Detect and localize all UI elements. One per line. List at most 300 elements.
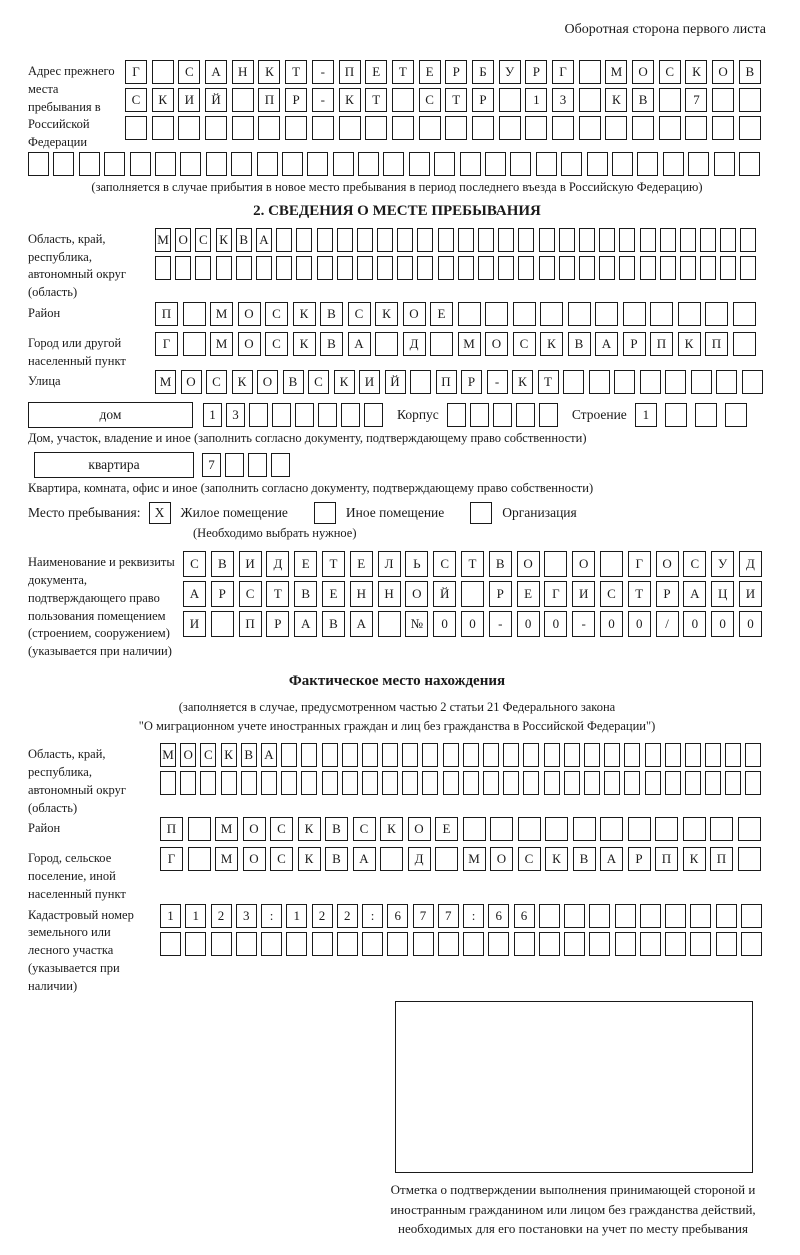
form-cell[interactable]	[615, 904, 636, 928]
form-cell[interactable]: С	[265, 302, 288, 326]
form-cell[interactable]	[659, 116, 681, 140]
form-cell[interactable]	[619, 256, 635, 280]
form-cell[interactable]	[539, 904, 560, 928]
form-cell[interactable]: 0	[600, 611, 623, 637]
form-cell[interactable]: О	[712, 60, 734, 84]
form-cell[interactable]	[430, 332, 453, 356]
form-cell[interactable]	[296, 228, 312, 252]
form-cell[interactable]	[619, 228, 635, 252]
form-cell[interactable]: 1	[286, 904, 307, 928]
form-cell[interactable]	[339, 116, 361, 140]
form-cell[interactable]: П	[239, 611, 262, 637]
form-cell[interactable]: В	[632, 88, 654, 112]
form-cell[interactable]: В	[322, 611, 345, 637]
form-cell[interactable]: 6	[488, 904, 509, 928]
form-cell[interactable]	[655, 817, 678, 841]
form-cell[interactable]: Д	[266, 551, 289, 577]
form-cell[interactable]: Г	[125, 60, 147, 84]
form-cell[interactable]: С	[518, 847, 541, 871]
form-cell[interactable]	[659, 88, 681, 112]
form-cell[interactable]: В	[325, 847, 348, 871]
form-cell[interactable]: В	[739, 60, 761, 84]
form-cell[interactable]	[382, 743, 398, 767]
form-cell[interactable]	[740, 256, 756, 280]
form-cell[interactable]	[685, 771, 701, 795]
form-cell[interactable]	[705, 302, 728, 326]
form-cell[interactable]	[317, 228, 333, 252]
form-cell[interactable]	[322, 771, 338, 795]
form-cell[interactable]: К	[293, 302, 316, 326]
form-cell[interactable]: К	[232, 370, 253, 394]
form-cell[interactable]	[650, 302, 673, 326]
form-cell[interactable]: С	[125, 88, 147, 112]
form-cell[interactable]: 3	[552, 88, 574, 112]
form-cell[interactable]: 0	[628, 611, 651, 637]
form-cell[interactable]: 7	[202, 453, 221, 477]
form-cell[interactable]: О	[175, 228, 191, 252]
form-cell[interactable]	[605, 116, 627, 140]
form-cell[interactable]	[483, 743, 499, 767]
form-cell[interactable]	[301, 743, 317, 767]
form-cell[interactable]: 1	[185, 904, 206, 928]
form-cell[interactable]	[680, 228, 696, 252]
form-cell[interactable]: Р	[656, 581, 679, 607]
form-cell[interactable]	[612, 152, 633, 176]
form-cell[interactable]	[665, 771, 681, 795]
form-cell[interactable]: Ь	[405, 551, 428, 577]
form-cell[interactable]	[563, 370, 584, 394]
form-cell[interactable]	[434, 152, 455, 176]
form-cell[interactable]: С	[200, 743, 216, 767]
form-cell[interactable]: Д	[739, 551, 762, 577]
form-cell[interactable]: С	[195, 228, 211, 252]
form-cell[interactable]: Л	[378, 551, 401, 577]
form-cell[interactable]: В	[489, 551, 512, 577]
form-cell[interactable]	[739, 152, 760, 176]
form-cell[interactable]: 2	[312, 904, 333, 928]
form-cell[interactable]	[518, 817, 541, 841]
form-cell[interactable]	[188, 817, 211, 841]
form-cell[interactable]: П	[655, 847, 678, 871]
form-cell[interactable]	[445, 116, 467, 140]
form-cell[interactable]	[559, 256, 575, 280]
form-cell[interactable]	[498, 256, 514, 280]
form-cell[interactable]: И	[178, 88, 200, 112]
form-cell[interactable]	[438, 256, 454, 280]
form-cell[interactable]	[337, 256, 353, 280]
form-cell[interactable]	[463, 817, 486, 841]
form-cell[interactable]: И	[359, 370, 380, 394]
form-cell[interactable]	[584, 771, 600, 795]
form-cell[interactable]: Р	[445, 60, 467, 84]
form-cell[interactable]: 0	[711, 611, 734, 637]
form-cell[interactable]	[104, 152, 125, 176]
form-cell[interactable]	[178, 116, 200, 140]
form-cell[interactable]: Г	[552, 60, 574, 84]
form-cell[interactable]: Е	[430, 302, 453, 326]
form-cell[interactable]	[725, 743, 741, 767]
form-cell[interactable]	[544, 743, 560, 767]
form-cell[interactable]: С	[270, 847, 293, 871]
form-cell[interactable]: В	[241, 743, 257, 767]
form-cell[interactable]	[312, 116, 334, 140]
form-cell[interactable]: Е	[435, 817, 458, 841]
form-cell[interactable]: Е	[350, 551, 373, 577]
form-cell[interactable]	[573, 817, 596, 841]
form-cell[interactable]	[152, 116, 174, 140]
form-cell[interactable]	[640, 370, 661, 394]
form-cell[interactable]: С	[183, 551, 206, 577]
form-cell[interactable]	[493, 403, 512, 427]
form-cell[interactable]	[623, 302, 646, 326]
form-cell[interactable]: 1	[160, 904, 181, 928]
form-cell[interactable]	[470, 403, 489, 427]
form-cell[interactable]: №	[405, 611, 428, 637]
form-cell[interactable]: Д	[408, 847, 431, 871]
form-cell[interactable]	[628, 817, 651, 841]
form-cell[interactable]	[604, 743, 620, 767]
form-cell[interactable]	[712, 88, 734, 112]
form-cell[interactable]: 0	[433, 611, 456, 637]
form-cell[interactable]: С	[206, 370, 227, 394]
form-cell[interactable]	[413, 932, 434, 956]
form-cell[interactable]: -	[312, 88, 334, 112]
form-cell[interactable]: А	[205, 60, 227, 84]
form-cell[interactable]	[690, 904, 711, 928]
form-cell[interactable]	[195, 256, 211, 280]
form-cell[interactable]	[380, 847, 403, 871]
form-cell[interactable]: О	[243, 847, 266, 871]
form-cell[interactable]	[318, 403, 337, 427]
form-cell[interactable]: Р	[623, 332, 646, 356]
form-cell[interactable]: 2	[211, 904, 232, 928]
form-cell[interactable]	[700, 228, 716, 252]
form-cell[interactable]	[624, 771, 640, 795]
form-cell[interactable]: Р	[285, 88, 307, 112]
form-cell[interactable]	[285, 116, 307, 140]
form-cell[interactable]	[180, 152, 201, 176]
form-cell[interactable]: О	[408, 817, 431, 841]
form-cell[interactable]	[417, 228, 433, 252]
form-cell[interactable]: О	[180, 743, 196, 767]
form-cell[interactable]	[488, 932, 509, 956]
form-cell[interactable]: А	[353, 847, 376, 871]
form-cell[interactable]	[125, 116, 147, 140]
form-cell[interactable]: И	[572, 581, 595, 607]
form-cell[interactable]	[579, 256, 595, 280]
form-cell[interactable]: М	[160, 743, 176, 767]
form-cell[interactable]	[271, 453, 290, 477]
form-cell[interactable]: 2	[337, 904, 358, 928]
form-cell[interactable]: Т	[322, 551, 345, 577]
form-cell[interactable]	[333, 152, 354, 176]
form-cell[interactable]: С	[419, 88, 441, 112]
form-cell[interactable]: М	[210, 302, 233, 326]
form-cell[interactable]: К	[512, 370, 533, 394]
form-cell[interactable]: 0	[544, 611, 567, 637]
form-cell[interactable]	[443, 771, 459, 795]
form-cell[interactable]	[458, 256, 474, 280]
form-cell[interactable]	[685, 743, 701, 767]
form-cell[interactable]: Г	[544, 581, 567, 607]
form-cell[interactable]	[640, 904, 661, 928]
form-cell[interactable]	[587, 152, 608, 176]
zhiloe-checkbox[interactable]: X	[149, 502, 171, 524]
form-cell[interactable]: К	[298, 817, 321, 841]
form-cell[interactable]	[341, 403, 360, 427]
form-cell[interactable]	[599, 256, 615, 280]
form-cell[interactable]	[422, 771, 438, 795]
form-cell[interactable]	[700, 256, 716, 280]
form-cell[interactable]: О	[403, 302, 426, 326]
form-cell[interactable]	[301, 771, 317, 795]
form-cell[interactable]: -	[572, 611, 595, 637]
form-cell[interactable]: -	[312, 60, 334, 84]
form-cell[interactable]: 7	[685, 88, 707, 112]
form-cell[interactable]	[276, 228, 292, 252]
form-cell[interactable]	[712, 116, 734, 140]
form-cell[interactable]: П	[339, 60, 361, 84]
form-cell[interactable]: А	[348, 332, 371, 356]
form-cell[interactable]	[225, 453, 244, 477]
form-cell[interactable]: В	[211, 551, 234, 577]
form-cell[interactable]	[665, 932, 686, 956]
form-cell[interactable]	[564, 904, 585, 928]
form-cell[interactable]: 6	[387, 904, 408, 928]
form-cell[interactable]: Е	[365, 60, 387, 84]
form-cell[interactable]: 3	[226, 403, 245, 427]
form-cell[interactable]	[503, 771, 519, 795]
form-cell[interactable]	[410, 370, 431, 394]
form-cell[interactable]	[564, 932, 585, 956]
form-cell[interactable]	[539, 932, 560, 956]
form-cell[interactable]	[281, 743, 297, 767]
form-cell[interactable]: К	[545, 847, 568, 871]
form-cell[interactable]: 7	[438, 904, 459, 928]
form-cell[interactable]	[600, 551, 623, 577]
form-cell[interactable]: Й	[433, 581, 456, 607]
org-checkbox[interactable]	[470, 502, 492, 524]
form-cell[interactable]	[660, 228, 676, 252]
form-cell[interactable]	[716, 904, 737, 928]
form-cell[interactable]: /	[656, 611, 679, 637]
form-cell[interactable]: Б	[472, 60, 494, 84]
form-cell[interactable]: К	[339, 88, 361, 112]
form-cell[interactable]	[362, 771, 378, 795]
form-cell[interactable]: 1	[203, 403, 222, 427]
form-cell[interactable]	[665, 370, 686, 394]
form-cell[interactable]: В	[294, 581, 317, 607]
form-cell[interactable]	[417, 256, 433, 280]
form-cell[interactable]	[720, 228, 736, 252]
form-cell[interactable]: О	[238, 332, 261, 356]
form-cell[interactable]	[342, 771, 358, 795]
form-cell[interactable]	[742, 370, 763, 394]
form-cell[interactable]	[536, 152, 557, 176]
form-cell[interactable]	[540, 302, 563, 326]
form-cell[interactable]	[460, 152, 481, 176]
form-cell[interactable]	[397, 256, 413, 280]
form-cell[interactable]	[604, 771, 620, 795]
form-cell[interactable]: :	[261, 904, 282, 928]
form-cell[interactable]: 1	[525, 88, 547, 112]
form-cell[interactable]: А	[256, 228, 272, 252]
form-cell[interactable]: М	[463, 847, 486, 871]
form-cell[interactable]: А	[600, 847, 623, 871]
form-cell[interactable]	[640, 228, 656, 252]
form-cell[interactable]: Т	[392, 60, 414, 84]
form-cell[interactable]	[490, 817, 513, 841]
form-cell[interactable]	[589, 932, 610, 956]
form-cell[interactable]	[714, 152, 735, 176]
form-cell[interactable]: О	[405, 581, 428, 607]
form-cell[interactable]	[377, 228, 393, 252]
form-cell[interactable]: Ц	[711, 581, 734, 607]
form-cell[interactable]: А	[595, 332, 618, 356]
form-cell[interactable]	[155, 152, 176, 176]
form-cell[interactable]	[397, 228, 413, 252]
form-cell[interactable]	[705, 743, 721, 767]
form-cell[interactable]	[409, 152, 430, 176]
form-cell[interactable]	[745, 743, 761, 767]
form-cell[interactable]: 6	[514, 904, 535, 928]
form-cell[interactable]	[705, 771, 721, 795]
form-cell[interactable]	[733, 332, 756, 356]
form-cell[interactable]: Р	[266, 611, 289, 637]
form-cell[interactable]	[637, 152, 658, 176]
form-cell[interactable]	[438, 932, 459, 956]
form-cell[interactable]: В	[320, 332, 343, 356]
form-cell[interactable]: 0	[461, 611, 484, 637]
form-cell[interactable]	[589, 370, 610, 394]
form-cell[interactable]	[483, 771, 499, 795]
form-cell[interactable]	[261, 771, 277, 795]
form-cell[interactable]	[160, 932, 181, 956]
form-cell[interactable]	[205, 116, 227, 140]
form-cell[interactable]	[523, 771, 539, 795]
form-cell[interactable]	[510, 152, 531, 176]
form-cell[interactable]	[544, 771, 560, 795]
form-cell[interactable]	[463, 743, 479, 767]
form-cell[interactable]: -	[489, 611, 512, 637]
form-cell[interactable]: В	[283, 370, 304, 394]
form-cell[interactable]: Т	[365, 88, 387, 112]
form-cell[interactable]	[472, 116, 494, 140]
form-cell[interactable]	[375, 332, 398, 356]
form-cell[interactable]	[518, 228, 534, 252]
form-cell[interactable]	[624, 743, 640, 767]
form-cell[interactable]: П	[258, 88, 280, 112]
form-cell[interactable]	[499, 88, 521, 112]
form-cell[interactable]	[690, 932, 711, 956]
form-cell[interactable]	[377, 256, 393, 280]
form-cell[interactable]: М	[155, 228, 171, 252]
form-cell[interactable]: С	[265, 332, 288, 356]
form-cell[interactable]	[665, 403, 687, 427]
form-cell[interactable]	[632, 116, 654, 140]
form-cell[interactable]: П	[436, 370, 457, 394]
form-cell[interactable]: О	[485, 332, 508, 356]
form-cell[interactable]	[599, 228, 615, 252]
form-cell[interactable]: 0	[517, 611, 540, 637]
form-cell[interactable]	[552, 116, 574, 140]
form-cell[interactable]	[307, 152, 328, 176]
form-cell[interactable]: О	[632, 60, 654, 84]
form-cell[interactable]	[498, 228, 514, 252]
form-cell[interactable]: Р	[489, 581, 512, 607]
form-cell[interactable]	[402, 771, 418, 795]
form-cell[interactable]	[485, 152, 506, 176]
form-cell[interactable]	[539, 228, 555, 252]
form-cell[interactable]	[640, 256, 656, 280]
form-cell[interactable]	[499, 116, 521, 140]
form-cell[interactable]: М	[605, 60, 627, 84]
form-cell[interactable]	[615, 932, 636, 956]
form-cell[interactable]	[561, 152, 582, 176]
form-cell[interactable]: Р	[461, 370, 482, 394]
form-cell[interactable]	[312, 932, 333, 956]
form-cell[interactable]: С	[353, 817, 376, 841]
form-cell[interactable]	[130, 152, 151, 176]
form-cell[interactable]: Е	[419, 60, 441, 84]
form-cell[interactable]: О	[181, 370, 202, 394]
form-cell[interactable]	[710, 817, 733, 841]
form-cell[interactable]	[461, 581, 484, 607]
form-cell[interactable]: О	[257, 370, 278, 394]
form-cell[interactable]	[503, 743, 519, 767]
form-cell[interactable]: Е	[517, 581, 540, 607]
form-cell[interactable]	[691, 370, 712, 394]
form-cell[interactable]: Й	[205, 88, 227, 112]
form-cell[interactable]	[183, 332, 206, 356]
form-cell[interactable]: М	[215, 847, 238, 871]
form-cell[interactable]: Т	[461, 551, 484, 577]
form-cell[interactable]	[160, 771, 176, 795]
form-cell[interactable]	[685, 116, 707, 140]
form-cell[interactable]	[211, 932, 232, 956]
form-cell[interactable]	[738, 847, 761, 871]
form-cell[interactable]	[447, 403, 466, 427]
form-cell[interactable]	[695, 403, 717, 427]
form-cell[interactable]	[365, 116, 387, 140]
form-cell[interactable]	[739, 116, 761, 140]
form-cell[interactable]: Т	[445, 88, 467, 112]
form-cell[interactable]	[256, 256, 272, 280]
form-cell[interactable]	[419, 116, 441, 140]
form-cell[interactable]: К	[298, 847, 321, 871]
form-cell[interactable]	[435, 847, 458, 871]
form-cell[interactable]: :	[463, 904, 484, 928]
form-cell[interactable]	[216, 256, 232, 280]
form-cell[interactable]	[739, 88, 761, 112]
form-cell[interactable]: Г	[160, 847, 183, 871]
form-cell[interactable]	[733, 302, 756, 326]
form-cell[interactable]: С	[433, 551, 456, 577]
form-cell[interactable]	[317, 256, 333, 280]
form-cell[interactable]	[683, 817, 706, 841]
form-cell[interactable]	[725, 403, 747, 427]
form-cell[interactable]	[357, 256, 373, 280]
form-cell[interactable]	[614, 370, 635, 394]
form-cell[interactable]	[741, 932, 762, 956]
form-cell[interactable]: В	[568, 332, 591, 356]
form-cell[interactable]	[545, 817, 568, 841]
form-cell[interactable]	[231, 152, 252, 176]
form-cell[interactable]: Д	[403, 332, 426, 356]
form-cell[interactable]: А	[261, 743, 277, 767]
form-cell[interactable]: К	[605, 88, 627, 112]
form-cell[interactable]: :	[362, 904, 383, 928]
